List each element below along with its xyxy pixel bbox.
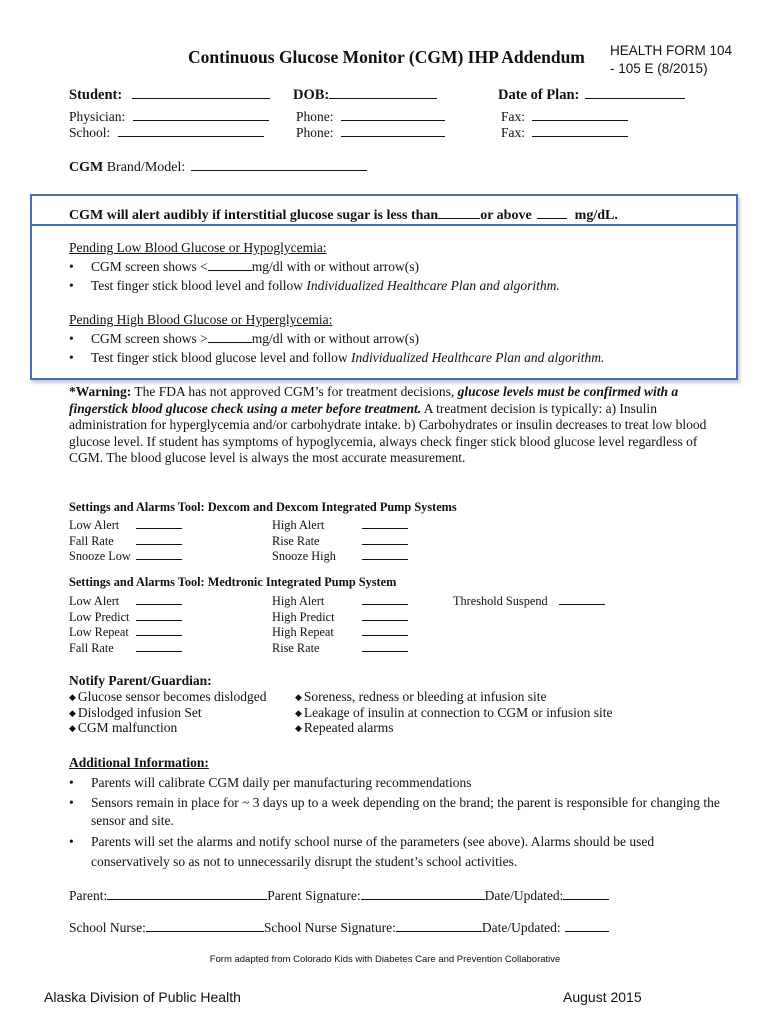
medtronic-low-predict-label: Low Predict (69, 609, 130, 624)
footer-org: Alaska Division of Public Health (44, 989, 241, 1005)
high-item2-b: Individualized Healthcare Plan and algorithm. (351, 350, 605, 365)
parent-date-field[interactable] (563, 886, 609, 900)
high-screen-field[interactable] (208, 329, 252, 343)
form-credit: Form adapted from Colorado Kids with Diabetes Care and Prevention Collaborative (209, 954, 561, 965)
threshold-suspend-label: Threshold Suspend (453, 594, 548, 608)
alert-high-field[interactable] (537, 204, 567, 219)
low-item-test (69, 276, 729, 295)
nurse-signature-row (69, 918, 609, 936)
threshold-suspend-field[interactable] (559, 591, 605, 605)
medtronic-fall-rate-row (69, 638, 182, 656)
notify-dislodged-infusion-set-text: Dislodged infusion Set (77, 704, 202, 720)
dexcom-snooze-high-row (272, 546, 408, 564)
low-item1-a: CGM screen shows < (91, 259, 208, 274)
dexcom-low-alert-field[interactable] (136, 515, 182, 529)
low-heading: Pending Low Blood Glucose or Hypoglycemia: (69, 240, 327, 255)
warning-label: *Warning: (69, 384, 132, 399)
low-item2-a: Test finger stick blood level and follow (91, 278, 307, 293)
student-label: Student: (69, 87, 123, 103)
form-number (610, 42, 732, 78)
alert-threshold-line (69, 204, 618, 224)
nurse-label: School Nurse: (69, 920, 146, 935)
dexcom-low-alert-label: Low Alert (69, 518, 120, 532)
high-item2-a: Test finger stick blood glucose level and follow (91, 350, 351, 365)
cgm-brand-label-bold: CGM (69, 160, 104, 175)
phone-field-1[interactable] (341, 106, 445, 121)
medtronic-high-alert-label: High Alert (272, 594, 325, 608)
dexcom-snooze-high-field[interactable] (362, 546, 408, 560)
medtronic-high-predict-field[interactable] (362, 607, 408, 621)
dexcom-fall-rate-label: Fall Rate (69, 533, 114, 548)
parent-name-field[interactable] (107, 886, 267, 900)
nurse-signature-label: School Nurse Signature: (263, 920, 396, 935)
notify-repeated-alarms (295, 720, 394, 736)
alert-low-field[interactable] (438, 204, 480, 219)
fax-label-1: Fax: (501, 109, 526, 124)
alert-line-text-c: mg/dL. (574, 208, 618, 223)
warning-paragraph (69, 384, 709, 467)
high-heading: Pending High Blood Glucose or Hyperglycemia: (69, 312, 333, 327)
notify-cgm-malfunction-text: CGM malfunction (77, 720, 178, 735)
form-number-line1: HEALTH FORM 104 (610, 43, 733, 58)
parent-date-label: Date/Updated: (484, 888, 564, 903)
notify-leakage-of-insulin-at-connection-to-cgm-or-infusion-site (295, 705, 612, 721)
dexcom-rise-rate-label: Rise Rate (272, 533, 320, 548)
additional-list (69, 774, 734, 872)
phone-label-1: Phone: (296, 109, 334, 124)
diamond-bullet-icon: ◆ (69, 707, 76, 718)
fax-label-2: Fax: (501, 125, 526, 140)
medtronic-rise-rate-label: Rise Rate (272, 640, 320, 655)
medtronic-heading: Settings and Alarms Tool: Medtronic Integrated Pump System (69, 575, 397, 589)
dexcom-high-alert-label: High Alert (272, 518, 325, 532)
form-title: Continuous Glucose Monitor (CGM) IHP Addendum (188, 47, 585, 67)
date-of-plan-field[interactable] (585, 84, 685, 99)
dexcom-high-alert-field[interactable] (362, 515, 408, 529)
notify-glucose-sensor-becomes-dislodged-text: Glucose sensor becomes dislodged (77, 689, 267, 704)
footer-date: August 2015 (563, 989, 642, 1005)
notify-repeated-alarms-text: Repeated alarms (303, 720, 394, 735)
medtronic-low-repeat-field[interactable] (136, 622, 182, 636)
parent-signature-label: Parent Signature: (267, 888, 361, 903)
diamond-bullet-icon: ◆ (295, 723, 302, 733)
notify-dislodged-infusion-set (69, 705, 202, 721)
diamond-bullet-icon: ◆ (69, 692, 76, 702)
warning-text-2: A treatment decision is typically: a) Insulin administration for hyperglycemia and/or carbohydrate intake. b) Carbohydrates or insulin decreases to treat low blood glucose level. If student has symptoms of hypoglycemia, always check finger stick blood glucose level regardless of CGM. The blood glucose level is always the most accurate measurement. (69, 400, 707, 465)
cgm-brand-row (69, 156, 367, 176)
low-item2-b: Individualized Healthcare Plan and algorithm. (306, 278, 560, 293)
alert-line-text-a: CGM will alert audibly if interstitial glucose sugar is less than (69, 208, 439, 223)
additional-heading: Additional Information: (69, 755, 209, 770)
cgm-brand-field[interactable] (191, 156, 367, 171)
phone-field-2[interactable] (341, 122, 445, 137)
dob-field[interactable] (329, 84, 437, 99)
nurse-date-label: Date/Updated: (481, 920, 561, 935)
additional-item-sensors: • Sensors remain in place for ~ 3 days up to a week depending on the brand; the parent is responsible for changing the sensor and site. (69, 794, 734, 830)
dob-label: DOB: (293, 87, 330, 103)
nurse-name-field[interactable] (146, 918, 264, 932)
school-field[interactable] (118, 122, 264, 137)
fax-row-2 (501, 122, 628, 141)
date-of-plan-row (498, 84, 685, 104)
dexcom-snooze-low-label: Snooze Low (69, 549, 131, 563)
additional-item-alarms: • Parents will set the alarms and notify school nurse of the parameters (see above). Alarms should be used conservatively so as not to unnecessarily disrupt the student’s school activities. (69, 832, 734, 872)
medtronic-rise-rate-field[interactable] (362, 638, 408, 652)
threshold-suspend-row (453, 591, 605, 609)
low-item1-b: mg/dl with or without arrow(s) (251, 259, 419, 274)
date-of-plan-label: Date of Plan: (498, 87, 580, 103)
medtronic-high-predict-label: High Predict (272, 609, 335, 624)
notify-glucose-sensor-becomes-dislodged (69, 689, 267, 705)
form-number-line2: - 105 E (8/2015) (610, 61, 708, 76)
diamond-bullet-icon: ◆ (69, 723, 76, 733)
warning-emphasis: glucose levels must be confirmed with a fingerstick blood glucose check using a meter before treatment. (69, 384, 679, 416)
cgm-brand-label: Brand/Model: (103, 160, 186, 175)
diamond-bullet-icon: ◆ (295, 692, 302, 702)
parent-signature-field[interactable] (361, 886, 485, 900)
dexcom-snooze-high-label: Snooze High (272, 549, 336, 563)
dob-row (293, 84, 437, 104)
high-item-screen (69, 329, 729, 348)
medtronic-low-alert-label: Low Alert (69, 594, 120, 608)
parent-signature-row (69, 886, 609, 904)
nurse-signature-field[interactable] (396, 918, 482, 932)
high-item-test (69, 348, 729, 367)
medtronic-low-predict-field[interactable] (136, 607, 182, 621)
physician-field[interactable] (133, 106, 269, 121)
school-label: School: (69, 125, 111, 140)
high-list (69, 329, 729, 367)
low-section (69, 238, 729, 295)
diamond-bullet-icon: ◆ (295, 707, 302, 718)
dexcom-snooze-low-row (69, 546, 182, 564)
fax-field-1[interactable] (532, 106, 628, 121)
medtronic-fall-rate-label: Fall Rate (69, 640, 114, 655)
parent-label: Parent: (69, 888, 108, 903)
medtronic-low-repeat-label: Low Repeat (69, 625, 129, 639)
dexcom-snooze-low-field[interactable] (136, 546, 182, 560)
physician-label: Physician: (69, 109, 126, 124)
alert-line-text-b: or above (480, 208, 532, 223)
notify-cgm-malfunction (69, 720, 177, 736)
dexcom-fall-rate-field[interactable] (136, 531, 182, 545)
student-field[interactable] (132, 84, 270, 99)
notify-soreness-redness-or-bleeding-at-infusion-site-text: Soreness, redness or bleeding at infusion site (303, 689, 547, 704)
notify-soreness-redness-or-bleeding-at-infusion-site (295, 689, 547, 705)
medtronic-low-alert-field[interactable] (136, 591, 182, 605)
medtronic-high-repeat-label: High Repeat (272, 625, 334, 639)
nurse-date-field[interactable] (565, 918, 609, 932)
high-section (69, 310, 729, 367)
phone-label-2: Phone: (296, 125, 334, 140)
student-row (69, 84, 270, 104)
additional-item-calibrate: • Parents will calibrate CGM daily per manufacturing recommendations (69, 774, 734, 792)
medtronic-high-alert-field[interactable] (362, 591, 408, 605)
school-row (69, 122, 264, 141)
warning-text-1: The FDA has not approved CGM’s for treatment decisions, (131, 384, 458, 399)
high-item1-b: mg/dl with or without arrow(s) (251, 331, 419, 346)
medtronic-rise-rate-row (272, 638, 408, 656)
dexcom-heading: Settings and Alarms Tool: Dexcom and Dexcom Integrated Pump Systems (69, 500, 457, 514)
medtronic-fall-rate-field[interactable] (136, 638, 182, 652)
high-item1-a: CGM screen shows > (91, 331, 208, 346)
low-list (69, 257, 729, 295)
low-screen-field[interactable] (208, 257, 252, 271)
medtronic-high-repeat-field[interactable] (362, 622, 408, 636)
notify-heading: Notify Parent/Guardian: (69, 673, 212, 688)
phone-row-2 (296, 122, 445, 141)
fax-field-2[interactable] (532, 122, 628, 137)
dexcom-rise-rate-field[interactable] (362, 531, 408, 545)
alert-box-divider (30, 224, 738, 226)
low-item-screen (69, 257, 729, 276)
additional-section (69, 754, 734, 872)
notify-leakage-of-insulin-at-connection-to-cgm-or-infusion-site-text: Leakage of insulin at connection to CGM or infusion site (303, 704, 613, 720)
